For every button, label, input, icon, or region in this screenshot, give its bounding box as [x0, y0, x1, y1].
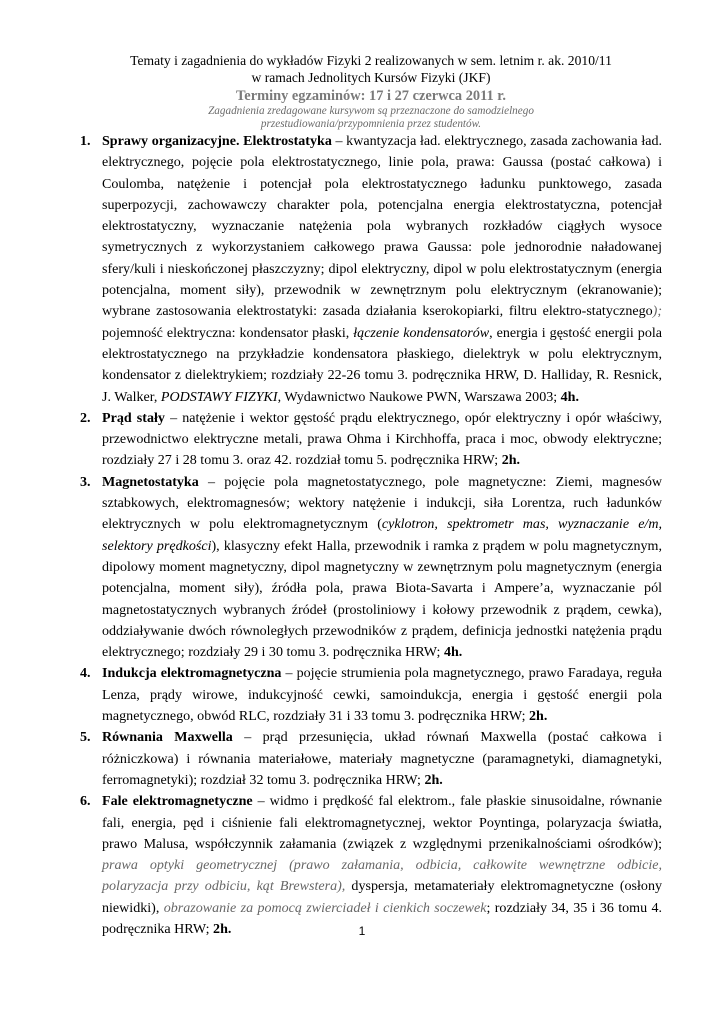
topic-item-2: [80, 408, 662, 472]
topic-item-6: [80, 791, 662, 940]
topic-text: – widmo i prędkość fal elektrom., fale płaskie sinusoidalne, równanie fali, energia, pęd i ciśnienie fali elektromagnetycznej, wektor Poyntinga, polaryzacja światła, prawo Malusa, współczynnik załamania (związek z względnymi przenikalnościami ośrodków);: [102, 793, 662, 852]
topic-hours: 2h.: [213, 920, 232, 937]
topic-text: dyspersja, metamateriały elektromagnetyczne (osłony niewidki),: [102, 878, 662, 916]
topic-text: , energia i gęstość energii pola elektrostatycznego na przykładzie kondensatora płaskiego, dielektryk w polu elektrycznym, kondensator z dielektrykiem; rozdziały 22-26 tomu 3. podręcznika HRW, D. Halliday, R. Resnick, J. Walker,: [102, 324, 662, 405]
topic-text: – pojęcie pola magnetostatycznego, pole magnetyczne: Ziemi, magnesów sztabkowych, elektromagnesów; wektory natężenie i indukcji, siła Lorentza, ruch ładunków elektrycznych w polu elektromagnetycznym (: [102, 473, 662, 533]
topic-text-italic: łączenie kondensatorów: [353, 324, 490, 341]
topic-text-italic: cyklotron, spektrometr mas, wyznaczanie e/m, selektory prędkości: [102, 516, 662, 554]
topic-hours: 4h.: [443, 644, 463, 661]
topic-text: , Wydawnictwo Naukowe PWN, Warszawa 2003;: [277, 388, 561, 405]
topic-text: – natężenie i wektor gęstość prądu elektrycznego, opór elektryczny i opór właściwy, przewodnictwo elektryczne metali, prawa Ohma i Kirchhoffa, praca i moc, obwody elektryczne; rozdziały 27 i 28 tomu 3. oraz 42. rozdział tomu 5. podręcznika HRW;: [102, 409, 662, 469]
topic-number: 5.: [80, 729, 91, 746]
topic-text: ; rozdziały 34, 35 i 36 tomu 4. podręcznika HRW;: [102, 899, 663, 937]
topic-hours: 2h.: [424, 771, 443, 788]
topic-text: – kwantyzacja ład. elektrycznego, zasada zachowania ład. elektrycznego, pojęcie pola elektrostatycznego, linie pola, prawa: Gaussa (postać całkowa) i Coulomba, natężenie i potencjał pola elektrostatycznego ładunku punktowego, zasada superpozycji, zachowawczy charakter pola, potencjalna energia elektrostatyczna, potencjał elektrostatyczny, wyznaczanie natężenia pola wybranych rozkładów ciągłych wysoce symetrycznych z wykorzystaniem całkowego prawa Gaussa: pole jednorodnie naładowanej sfery/kuli i nieskończonej płaszczyzny; dipol elektryczny, dipol w polu elektrostatycznym (energia potencjalna, moment siły), przewodnik w zewnętrznym polu elektrycznym (ekranowanie); wybrane zastosowania elektrostatyki: zasada działania kserokopiarki, filtru elektro-statycznego: [102, 133, 662, 320]
topic-item-1: [80, 131, 662, 408]
topic-number: 2.: [80, 409, 91, 426]
topic-title: Magnetostatyka: [102, 473, 199, 490]
topic-text-gray: prawa optyki geometrycznej (prawo załamania, odbicia, całkowite wewnętrzne odbicie, polaryzacja przy odbiciu, kąt Brewstera),: [102, 857, 662, 895]
topic-item-3: [80, 472, 662, 664]
topic-number: 6.: [80, 793, 91, 810]
topic-text-gray: obrazowanie za pomocą zwierciadeł i cienkich soczewek: [163, 899, 487, 916]
topic-hours: 4h.: [560, 388, 580, 405]
header-line-1: Tematy i zagadnienia do wykładów Fizyki 2 realizowanych w sem. letnim r. ak. 2010/11: [130, 53, 612, 68]
topic-number: 3.: [80, 473, 91, 490]
topic-text-gray: );: [652, 303, 662, 320]
topic-title: Równania Maxwella: [102, 729, 233, 746]
page-number: 1: [358, 924, 366, 938]
topic-hours: 2h.: [529, 708, 548, 725]
topic-number: 1.: [80, 133, 91, 149]
topic-title: Indukcja elektromagnetyczna: [102, 665, 282, 682]
topic-title: Sprawy organizacyjne. Elektrostatyka: [102, 133, 332, 149]
book-title: PODSTAWY FIZYKI: [160, 388, 278, 405]
topic-text: ), klasyczny efekt Halla, przewodnik i ramka z prądem w polu magnetycznym, dipolowy moment magnetyczny, dipol magnetyczny w zewnętrznym polu magnetycznym (energia potencjalna, moment siły), źródła pola, prawa Biota-Savarta i Ampere’a, wyznaczanie pól magnetostatycznych wybranych źródeł (prostoliniowy i kołowy przewodnik z prądem, cewka), oddziaływanie dwóch równoległych przewodników z prądem, definicja jednostki natężenia prądu elektrycznego; rozdziały 29 i 30 tomu 3. podręcznika HRW;: [102, 537, 662, 661]
exam-dates-heading: Terminy egzaminów: 17 i 27 czerwca 2011 r.: [236, 88, 506, 104]
topic-title: Fale elektromagnetyczne: [102, 793, 253, 810]
header-line-2: w ramach Jednolitych Kursów Fizyki (JKF): [251, 70, 491, 85]
topic-text: – pojęcie strumienia pola magnetycznego, prawo Faradaya, reguła Lenza, prądy wirowe, indukcyjność cewki, samoindukcja, energia i gęstość energii pola magnetycznego, obwód RLC, rozdziały 31 i 33 tomu 3. podręcznika HRW;: [102, 665, 662, 725]
italic-note-line-1: Zagadnienia zredagowane kursywom są przeznaczone do samodzielnego: [208, 105, 534, 117]
topic-title: Prąd stały: [102, 409, 165, 426]
topics-list: [80, 131, 662, 940]
topic-text: – prąd przesunięcia, układ równań Maxwella (postać całkowa i różniczkowa) i równania materiałowe, materiały magnetyczne (paramagnetyki, diamagnetyki, ferromagnetyki); rozdział 32 tomu 3. podręcznika HRW;: [102, 729, 662, 788]
topic-text: pojemność elektryczna: kondensator płaski,: [102, 324, 354, 341]
topic-item-4: [80, 663, 662, 727]
topic-number: 4.: [80, 665, 91, 682]
topic-item-5: [80, 727, 662, 791]
topic-hours: 2h.: [501, 452, 521, 469]
italic-note-line-2: przestudiowania/przypomnienia przez studentów.: [260, 118, 482, 130]
